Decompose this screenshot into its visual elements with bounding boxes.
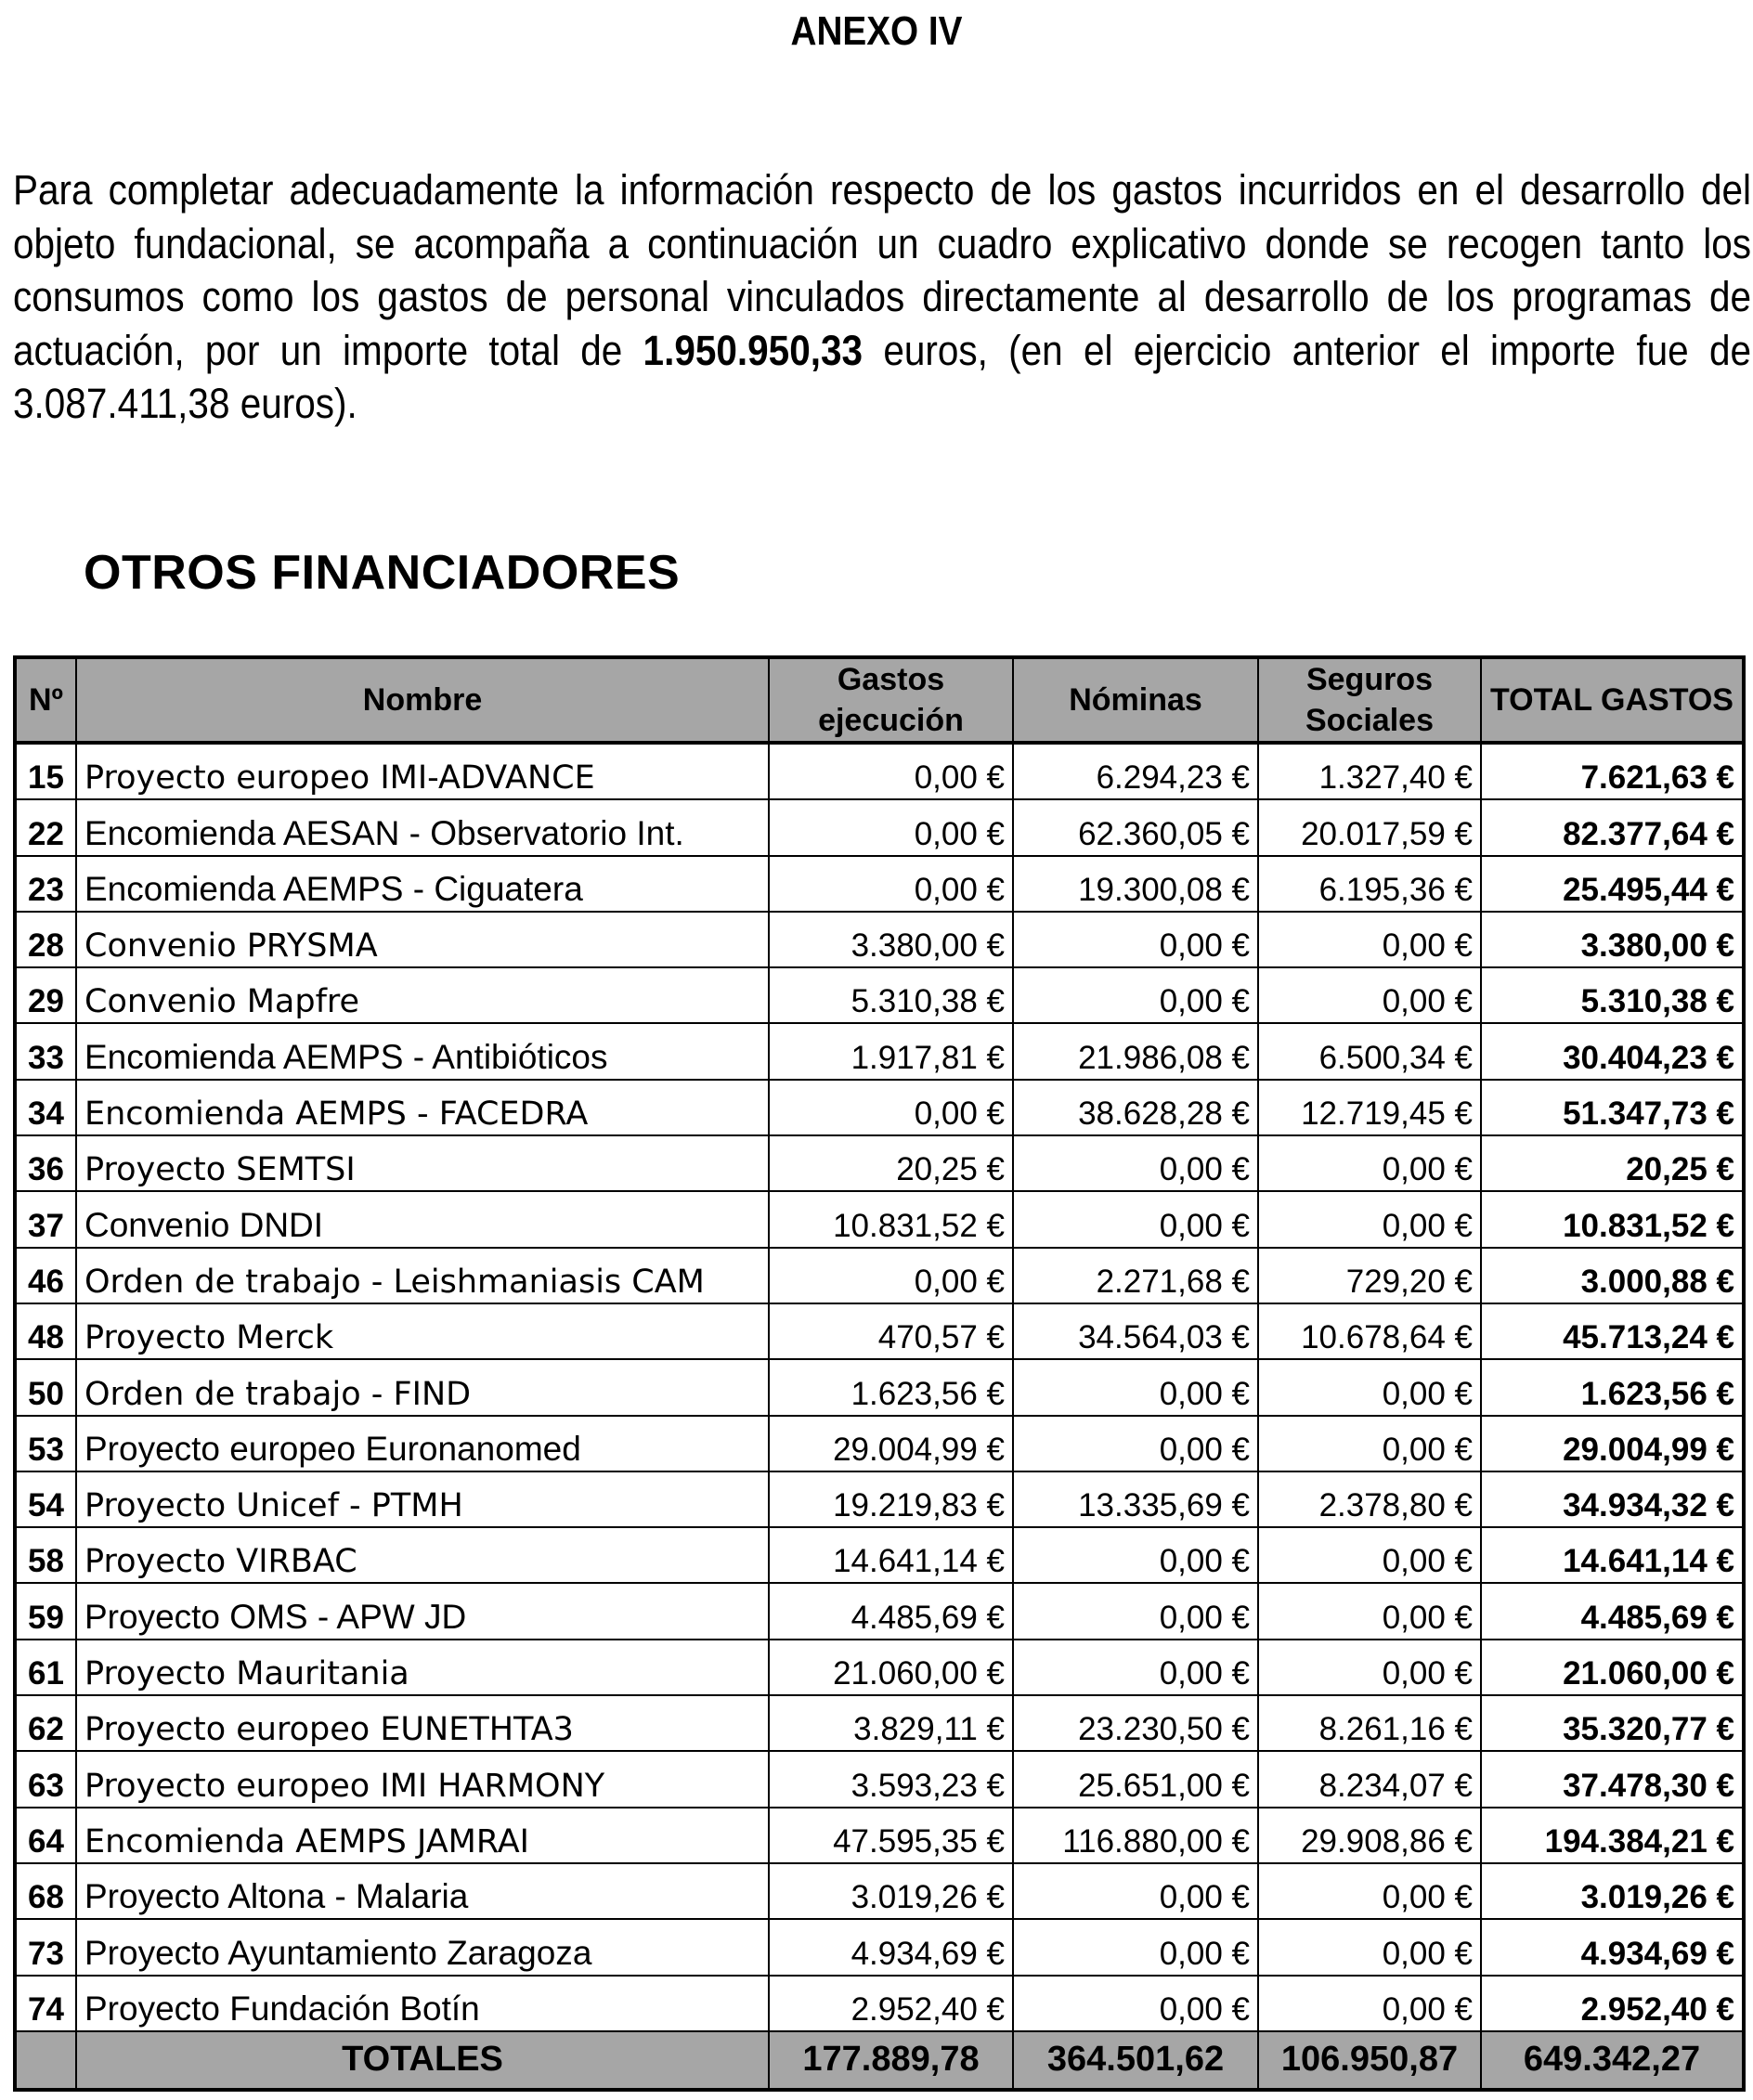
totals-total: 649.342,27 [1481,2031,1744,2090]
row-name: Proyecto Mauritania [76,1640,769,1695]
row-nominas: 19.300,08 € [1013,856,1258,912]
row-total: 37.478,30 € [1481,1751,1744,1807]
row-num: 53 [15,1416,76,1471]
row-name: Proyecto europeo IMI HARMONY [76,1751,769,1807]
row-num: 37 [15,1191,76,1247]
row-total: 1.623,56 € [1481,1359,1744,1415]
row-name: Orden de trabajo - Leishmaniasis CAM [76,1248,769,1303]
row-seguros: 0,00 € [1258,1191,1481,1247]
row-num: 33 [15,1023,76,1079]
row-name: Encomienda AEMPS - Ciguatera [76,856,769,912]
table-body [15,743,1744,2031]
row-num: 59 [15,1583,76,1639]
table-row [15,1919,1744,1975]
header-seguros: Seguros Sociales [1258,657,1481,743]
row-num: 23 [15,856,76,912]
table-row [15,1976,1744,2031]
row-nominas: 21.986,08 € [1013,1023,1258,1079]
table-row [15,743,1744,799]
row-total: 35.320,77 € [1481,1695,1744,1751]
row-total: 3.000,88 € [1481,1248,1744,1303]
row-gastos: 5.310,38 € [769,967,1013,1023]
row-nominas: 116.880,00 € [1013,1808,1258,1863]
row-num: 48 [15,1303,76,1359]
row-seguros: 0,00 € [1258,967,1481,1023]
row-num: 36 [15,1135,76,1191]
table-row [15,799,1744,855]
row-name: Proyecto Ayuntamiento Zaragoza [76,1919,769,1975]
row-nominas: 25.651,00 € [1013,1751,1258,1807]
row-num: 73 [15,1919,76,1975]
row-num: 74 [15,1976,76,2031]
row-name: Proyecto OMS - APW JD [76,1583,769,1639]
row-seguros: 1.327,40 € [1258,743,1481,799]
row-seguros: 0,00 € [1258,1135,1481,1191]
table-row [15,1695,1744,1751]
table-row [15,967,1744,1023]
row-gastos: 470,57 € [769,1303,1013,1359]
header-total: TOTAL GASTOS [1481,657,1744,743]
row-nominas: 0,00 € [1013,1976,1258,2031]
row-gastos: 0,00 € [769,856,1013,912]
row-gastos: 3.829,11 € [769,1695,1013,1751]
intro-total-amount: 1.950.950,33 [643,326,864,374]
header-gastos: Gastos ejecución [769,657,1013,743]
row-name: Proyecto SEMTSI [76,1135,769,1191]
row-total: 82.377,64 € [1481,799,1744,855]
row-seguros: 0,00 € [1258,1416,1481,1471]
row-total: 10.831,52 € [1481,1191,1744,1247]
row-num: 50 [15,1359,76,1415]
financiers-table [13,655,1746,2092]
row-seguros: 0,00 € [1258,1976,1481,2031]
row-nominas: 0,00 € [1013,1416,1258,1471]
row-total: 4.934,69 € [1481,1919,1744,1975]
table-header-row [15,657,1744,743]
row-seguros: 0,00 € [1258,1583,1481,1639]
row-total: 20,25 € [1481,1135,1744,1191]
table-row [15,1640,1744,1695]
row-gastos: 10.831,52 € [769,1191,1013,1247]
row-total: 7.621,63 € [1481,743,1744,799]
row-nominas: 0,00 € [1013,912,1258,967]
row-total: 5.310,38 € [1481,967,1744,1023]
row-gastos: 3.593,23 € [769,1751,1013,1807]
table-row [15,1808,1744,1863]
row-num: 29 [15,967,76,1023]
row-num: 15 [15,743,76,799]
row-seguros: 12.719,45 € [1258,1080,1481,1135]
row-name: Encomienda AEMPS - Antibióticos [76,1023,769,1079]
row-name: Proyecto VIRBAC [76,1527,769,1583]
row-gastos: 4.934,69 € [769,1919,1013,1975]
row-num: 62 [15,1695,76,1751]
row-total: 45.713,24 € [1481,1303,1744,1359]
row-gastos: 29.004,99 € [769,1416,1013,1471]
row-gastos: 1.917,81 € [769,1023,1013,1079]
table-row [15,1135,1744,1191]
table-row [15,1191,1744,1247]
table-row [15,1248,1744,1303]
row-name: Proyecto europeo EUNETHTA3 [76,1695,769,1751]
row-name: Proyecto europeo IMI-ADVANCE [76,743,769,799]
table-row [15,912,1744,967]
row-nominas: 0,00 € [1013,1583,1258,1639]
row-name: Orden de trabajo - FIND [76,1359,769,1415]
row-seguros: 0,00 € [1258,1359,1481,1415]
row-seguros: 10.678,64 € [1258,1303,1481,1359]
row-gastos: 1.623,56 € [769,1359,1013,1415]
row-total: 29.004,99 € [1481,1416,1744,1471]
row-nominas: 0,00 € [1013,1863,1258,1919]
row-num: 68 [15,1863,76,1919]
row-gastos: 19.219,83 € [769,1471,1013,1527]
table-row [15,1080,1744,1135]
row-gastos: 47.595,35 € [769,1808,1013,1863]
header-nominas: Nóminas [1013,657,1258,743]
table-row [15,1303,1744,1359]
row-gastos: 2.952,40 € [769,1976,1013,2031]
table-row [15,1416,1744,1471]
row-total: 14.641,14 € [1481,1527,1744,1583]
row-nominas: 0,00 € [1013,1191,1258,1247]
row-num: 54 [15,1471,76,1527]
row-nominas: 0,00 € [1013,1640,1258,1695]
row-num: 63 [15,1751,76,1807]
row-nominas: 38.628,28 € [1013,1080,1258,1135]
row-total: 194.384,21 € [1481,1808,1744,1863]
row-seguros: 20.017,59 € [1258,799,1481,855]
row-gastos: 0,00 € [769,1080,1013,1135]
header-num: Nº [15,657,76,743]
row-seguros: 29.908,86 € [1258,1808,1481,1863]
row-nominas: 0,00 € [1013,1359,1258,1415]
intro-text-after: euros, (en el ejercicio anterior el importe fue de 3.087.411,38 euros). [13,326,1751,427]
row-nominas: 2.271,68 € [1013,1248,1258,1303]
totals-seguros: 106.950,87 [1258,2031,1481,2090]
row-name: Proyecto Unicef - PTMH [76,1471,769,1527]
row-seguros: 6.195,36 € [1258,856,1481,912]
row-seguros: 6.500,34 € [1258,1023,1481,1079]
row-total: 25.495,44 € [1481,856,1744,912]
row-seguros: 0,00 € [1258,1527,1481,1583]
row-nominas: 6.294,23 € [1013,743,1258,799]
row-nominas: 0,00 € [1013,1527,1258,1583]
table-row [15,1751,1744,1807]
row-gastos: 14.641,14 € [769,1527,1013,1583]
row-total: 4.485,69 € [1481,1583,1744,1639]
row-name: Proyecto Fundación Botín [76,1976,769,2031]
row-gastos: 20,25 € [769,1135,1013,1191]
row-num: 64 [15,1808,76,1863]
row-name: Encomienda AESAN - Observatorio Int. [76,799,769,855]
row-name: Convenio Mapfre [76,967,769,1023]
row-gastos: 3.380,00 € [769,912,1013,967]
row-total: 30.404,23 € [1481,1023,1744,1079]
row-gastos: 0,00 € [769,1248,1013,1303]
row-seguros: 0,00 € [1258,1640,1481,1695]
row-num: 34 [15,1080,76,1135]
row-name: Encomienda AEMPS JAMRAI [76,1808,769,1863]
intro-text-before: Para completar adecuadamente la información respecto de los gastos incurridos en el desarrollo del objeto fundacional, se acompaña a continuación un cuadro explicativo donde se recogen tanto los consumos como los gastos de personal vinculados directamente al desarrollo de los programas de actuación, por un importe total de [13,166,1751,374]
table-row [15,1023,1744,1079]
table-row [15,1583,1744,1639]
intro-paragraph [13,163,1751,431]
section-title: OTROS FINANCIADORES [84,546,681,600]
row-name: Proyecto Altona - Malaria [76,1863,769,1919]
row-nominas: 34.564,03 € [1013,1303,1258,1359]
table-row [15,856,1744,912]
row-num: 58 [15,1527,76,1583]
row-nominas: 23.230,50 € [1013,1695,1258,1751]
row-num: 46 [15,1248,76,1303]
totals-label: TOTALES [76,2031,769,2090]
row-num: 22 [15,799,76,855]
row-total: 3.019,26 € [1481,1863,1744,1919]
row-seguros: 8.234,07 € [1258,1751,1481,1807]
row-seguros: 0,00 € [1258,1919,1481,1975]
row-gastos: 3.019,26 € [769,1863,1013,1919]
row-total: 34.934,32 € [1481,1471,1744,1527]
document-title: ANEXO IV [790,8,963,54]
row-nominas: 13.335,69 € [1013,1471,1258,1527]
row-gastos: 21.060,00 € [769,1640,1013,1695]
row-gastos: 0,00 € [769,799,1013,855]
row-num: 61 [15,1640,76,1695]
row-nominas: 0,00 € [1013,967,1258,1023]
row-name: Convenio PRYSMA [76,912,769,967]
totals-row [15,2031,1744,2090]
row-name: Encomienda AEMPS - FACEDRA [76,1080,769,1135]
row-total: 51.347,73 € [1481,1080,1744,1135]
row-nominas: 62.360,05 € [1013,799,1258,855]
table-row [15,1863,1744,1919]
row-name: Convenio DNDI [76,1191,769,1247]
row-total: 2.952,40 € [1481,1976,1744,2031]
row-name: Proyecto europeo Euronanomed [76,1416,769,1471]
row-nominas: 0,00 € [1013,1919,1258,1975]
table-row [15,1471,1744,1527]
table-row [15,1359,1744,1415]
row-total: 3.380,00 € [1481,912,1744,967]
row-gastos: 0,00 € [769,743,1013,799]
row-name: Proyecto Merck [76,1303,769,1359]
row-seguros: 0,00 € [1258,912,1481,967]
table-row [15,1527,1744,1583]
totals-blank [15,2031,76,2090]
row-nominas: 0,00 € [1013,1135,1258,1191]
row-num: 28 [15,912,76,967]
row-total: 21.060,00 € [1481,1640,1744,1695]
totals-nominas: 364.501,62 [1013,2031,1258,2090]
row-gastos: 4.485,69 € [769,1583,1013,1639]
row-seguros: 729,20 € [1258,1248,1481,1303]
row-seguros: 8.261,16 € [1258,1695,1481,1751]
row-seguros: 0,00 € [1258,1863,1481,1919]
header-name: Nombre [76,657,769,743]
totals-gastos: 177.889,78 [769,2031,1013,2090]
row-seguros: 2.378,80 € [1258,1471,1481,1527]
